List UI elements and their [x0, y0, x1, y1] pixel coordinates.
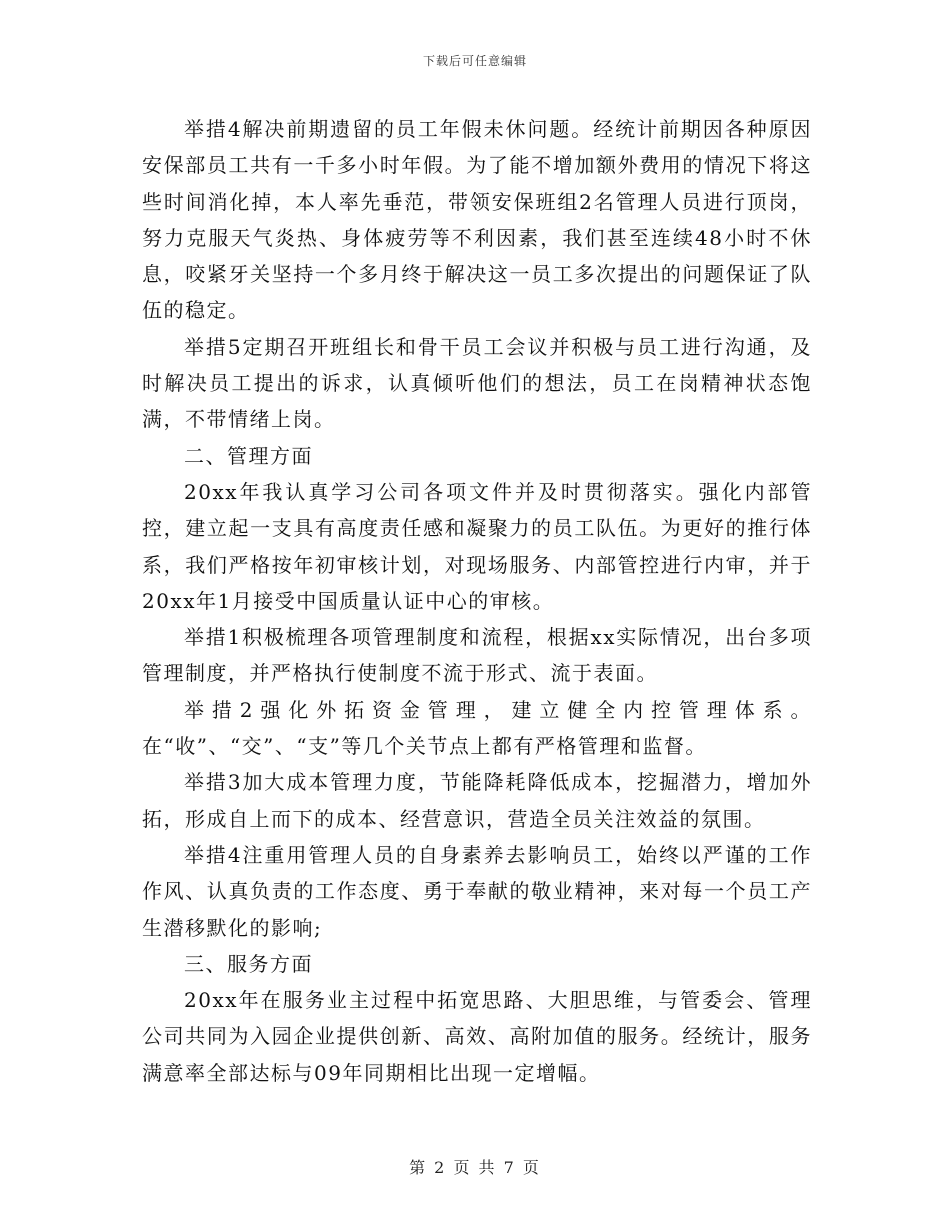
section-heading-service: 三、服务方面 [184, 951, 313, 976]
paragraph-management-measure-2: 举措2强化外拓资金管理，建立健全内控管理体系。在“收”、“交”、“支”等几个关节点上都有严格管理和监督。 [142, 697, 812, 759]
paragraph-management-measure-1: 举措1积极梳理各项管理制度和流程，根据xx实际情况，出台多项管理制度，并严格执行使制度不流于形式、流于表面。 [142, 625, 812, 686]
paragraph-management-measure-4: 举措4注重用管理人员的自身素养去影响员工，始终以严谨的工作作风、认真负责的工作态度、勇于奉献的敬业精神，来对每一个员工产生潜移默化的影响; [142, 842, 812, 940]
page-header-note: 下载后可任意编辑 [422, 54, 527, 68]
paragraph-measure-4-leave: 举措4解决前期遗留的员工年假未休问题。经统计前期因各种原因安保部员工共有一千多小时年假。为了能不增加额外费用的情况下将这些时间消化掉，本人率先垂范，带领安保班组2名管理人员进行顶岗，努力克服天气炎热、身体疲劳等不利因素，我们甚至连续48小时不休息，咬紧牙关坚持一个多月终于解决这一员工多次提出的问题保证了队伍的稳定。 [142, 117, 812, 323]
paragraph-management-measure-3: 举措3加大成本管理力度，节能降耗降低成本，挖掘潜力，增加外拓，形成自上而下的成本、经营意识，营造全员关注效益的氛围。 [142, 770, 812, 831]
page-number: 第 2 页 共 7 页 [409, 1158, 541, 1177]
paragraph-measure-5-meetings: 举措5定期召开班组长和骨干员工会议并积极与员工进行沟通，及时解决员工提出的诉求，认真倾听他们的想法，员工在岗精神状态饱满，不带情绪上岗。 [142, 334, 812, 432]
document-body [142, 111, 812, 1091]
paragraph-management-intro: 20xx年我认真学习公司各项文件并及时贯彻落实。强化内部管控，建立起一支具有高度责任感和凝聚力的员工队伍。为更好的推行体系，我们严格按年初审核计划，对现场服务、内部管控进行内审，并于20xx年1月接受中国质量认证中心的审核。 [142, 479, 812, 613]
section-heading-management: 二、管理方面 [184, 443, 313, 468]
paragraph-service-intro: 20xx年在服务业主过程中拓宽思路、大胆思维，与管委会、管理公司共同为入园企业提供创新、高效、高附加值的服务。经统计，服务满意率全部达标与09年同期相比出现一定增幅。 [142, 988, 812, 1085]
